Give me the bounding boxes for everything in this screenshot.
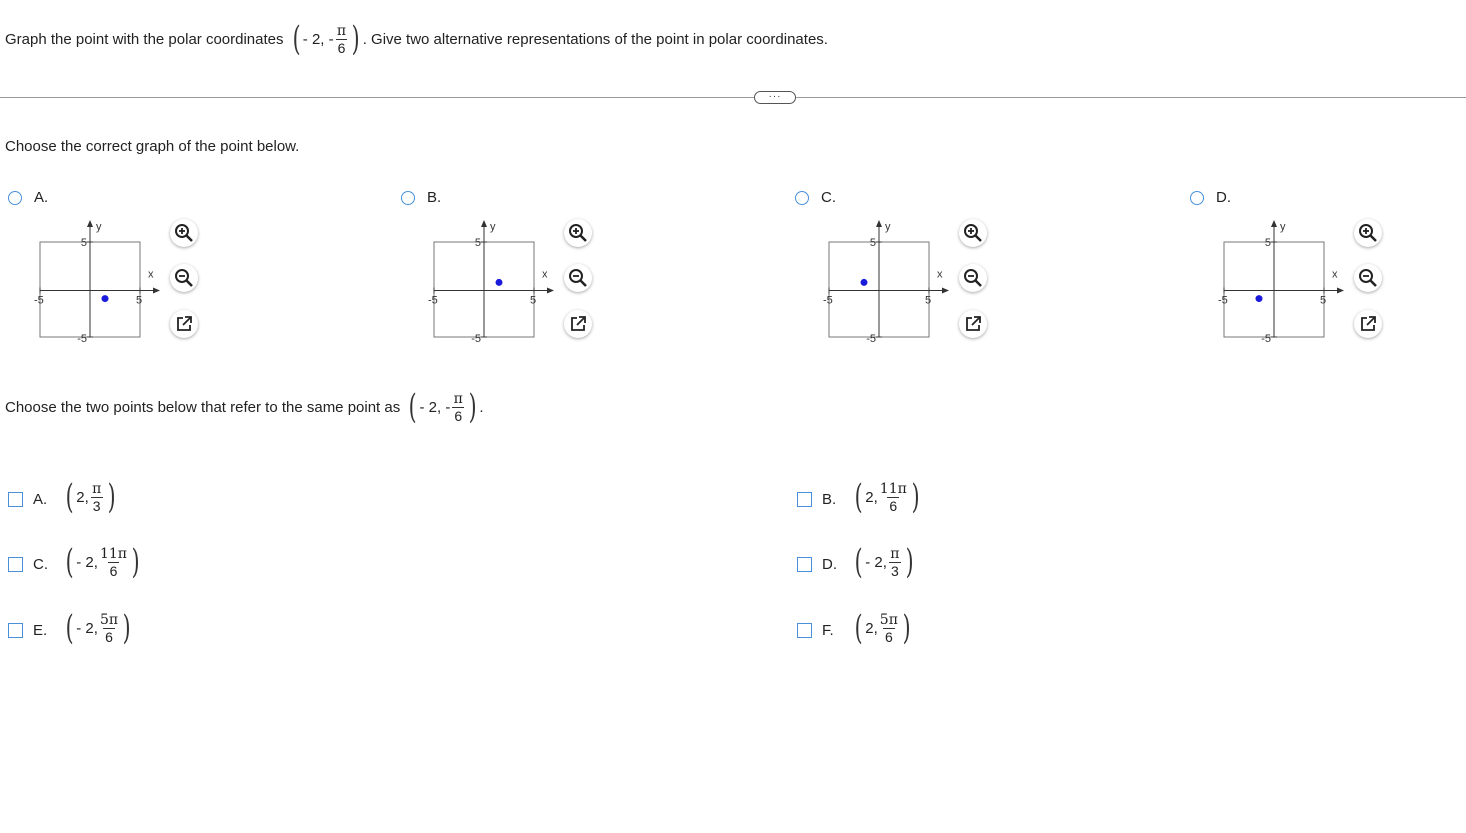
plotted-point [1256,295,1263,302]
graph-option-d-radio[interactable] [1190,191,1204,205]
expr-num: 5π [879,611,898,628]
question-r: - 2, - [302,30,334,48]
y-axis-arrow [481,220,487,227]
checkbox-option-a[interactable] [8,492,23,507]
question-num: π [336,22,347,39]
part2-ref-coords: ( - 2, - $\frac{\pi}{6}$ ) [408,387,477,427]
more-button[interactable]: ··· [754,91,796,104]
expr-den: 6 [889,497,898,514]
expr-num: π [92,480,102,497]
checkbox-option-b-label[interactable]: B. [822,491,837,508]
expr-den: 6 [109,562,118,579]
checkbox-option-d-expr: ( - 2, $\frac{\pi}{3}$ ) [854,542,914,582]
x-max-label: 5 [530,294,537,307]
zoom-in-button[interactable] [564,219,592,247]
x-min-label: -5 [428,294,438,307]
graph-option-c-label[interactable]: C. [821,189,836,206]
x-axis-label: x [542,268,548,281]
y-max-label: 5 [80,237,87,249]
checkbox-option-a-label[interactable]: A. [33,491,48,508]
pop-out-button[interactable] [1354,310,1382,338]
graph-option-b-label[interactable]: B. [427,189,442,206]
expr-r: 2, [865,488,878,506]
expr-r: - 2, [76,619,98,637]
x-max-label: 5 [136,294,143,307]
expr-num: π [890,545,900,562]
zoom-in-button[interactable] [1354,219,1382,247]
question-prefix: Graph the point with the polar coordinates [5,30,284,48]
pop-out-button[interactable] [564,310,592,338]
checkbox-option-c-label[interactable]: C. [33,556,48,573]
question-text [5,19,828,59]
expr-r: 2, [865,619,878,637]
checkbox-option-c[interactable] [8,557,23,572]
checkbox-option-e-label[interactable]: E. [33,622,48,639]
x-min-label: -5 [1218,294,1228,307]
expr-num: 5π [99,611,119,628]
plotted-point [102,295,109,302]
x-max-label: 5 [925,294,932,307]
y-axis-label: y [96,221,102,233]
y-max-label: 5 [1264,237,1271,249]
expr-den: 6 [105,628,113,645]
checkbox-option-d-label[interactable]: D. [822,556,837,573]
expr-r: 2, [76,488,89,506]
part1-instruction: Choose the correct graph of the point below. [5,138,300,155]
expr-num: 11π [99,545,127,562]
checkbox-option-e[interactable] [8,623,23,638]
y-axis-arrow [876,220,882,227]
checkbox-option-f-expr: ( 2, $\frac{5\pi}{6}$ ) [854,608,911,648]
graph-option-d-label[interactable]: D. [1216,189,1231,206]
part2-instruction: Choose the two points below that refer to the same point as [5,398,401,416]
expr-den: 3 [890,562,899,579]
y-min-label: -5 [1261,333,1271,343]
pop-out-button[interactable] [170,310,198,338]
graph-option-b-radio[interactable] [401,191,415,205]
part2-instruction-row: Choose the two points below that refer to the same point as ( - 2, - $\frac{\pi}{6}$ ) . [5,387,484,427]
x-min-label: -5 [823,294,833,307]
expr-num: 11π [879,480,907,497]
question-suffix: . Give two alternative representations of the point in polar coordinates. [362,30,828,48]
zoom-out-button[interactable] [564,264,592,292]
zoom-in-button[interactable] [959,219,987,247]
zoom-out-button[interactable] [170,264,198,292]
x-axis-label: x [937,268,943,281]
checkbox-option-b[interactable] [797,492,812,507]
divider [0,97,1466,98]
graph-option-c-radio[interactable] [795,191,809,205]
x-axis-arrow [547,288,554,294]
x-axis-label: x [148,268,154,281]
plotted-point [861,279,868,286]
graph-option-a-radio[interactable] [8,191,22,205]
zoom-in-button[interactable] [170,219,198,247]
y-axis-label: y [1280,221,1286,233]
checkbox-option-a-expr: ( 2, $\frac{\pi}{3}$ ) [65,477,116,517]
zoom-out-button[interactable] [1354,264,1382,292]
question-den: 6 [337,39,346,56]
x-axis-arrow [1337,288,1344,294]
checkbox-option-e-expr: ( - 2, $\frac{5\pi}{6}$ ) [65,608,131,648]
question-coords: ( - 2, - $\frac{\pi}{6}$ ) [292,19,361,59]
y-axis-label: y [885,221,891,233]
x-max-label: 5 [1320,294,1327,307]
plotted-point [496,279,503,286]
y-axis-arrow [87,220,93,227]
expr-r: - 2, [865,553,887,571]
x-min-label: -5 [34,294,44,307]
expr-den: 3 [92,497,101,514]
x-axis-label: x [1332,268,1338,281]
y-axis-label: y [490,221,496,233]
x-axis-arrow [942,288,949,294]
expr-r: - 2, [76,553,98,571]
y-min-label: -5 [471,333,481,343]
y-min-label: -5 [866,333,876,343]
expr-den: 6 [884,628,893,645]
pop-out-button[interactable] [959,310,987,338]
checkbox-option-b-expr: ( 2, $\frac{11\pi}{6}$ ) [854,477,920,517]
y-max-label: 5 [474,237,481,249]
x-axis-arrow [153,288,160,294]
graph-option-a-label[interactable]: A. [34,189,49,206]
zoom-out-button[interactable] [959,264,987,292]
checkbox-option-c-expr: ( - 2, $\frac{11\pi}{6}$ ) [65,542,140,582]
y-min-label: -5 [77,333,87,343]
checkbox-option-f[interactable] [797,623,812,638]
checkbox-option-f-label[interactable]: F. [822,622,834,639]
checkbox-option-d[interactable] [797,557,812,572]
y-max-label: 5 [869,237,876,249]
y-axis-arrow [1271,220,1277,227]
